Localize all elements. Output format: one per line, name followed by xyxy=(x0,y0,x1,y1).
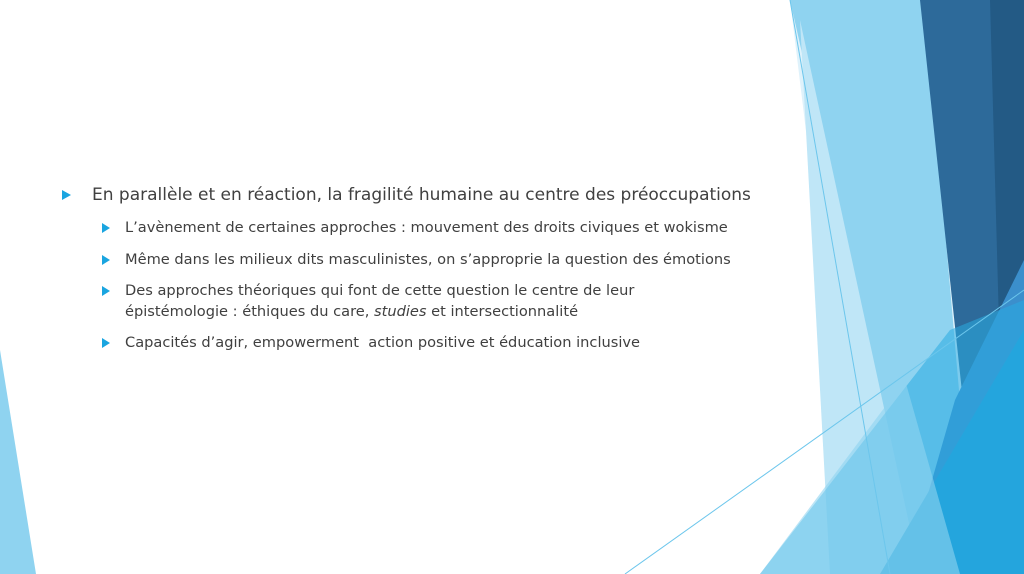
bullet-arrow-icon xyxy=(102,286,110,296)
sub-bullet-line1: Des approches théoriques qui font de cette question le centre de leur xyxy=(125,282,635,299)
sub-bullet-2 xyxy=(102,250,802,271)
sub-bullet-3 xyxy=(102,281,802,322)
bullet-arrow-icon xyxy=(102,255,110,265)
main-bullet-text: En parallèle et en réaction, la fragilité humaine au centre des préoccupations xyxy=(92,185,751,205)
main-bullet xyxy=(62,184,802,206)
sub-bullet-text: Même dans les milieux dits masculinistes, on s’approprie la question des émotions xyxy=(125,250,731,268)
sub-bullet-line2-post: et intersectionnalité xyxy=(426,302,579,320)
sub-bullet-text: Capacités d’agir, empowerment action positive et éducation inclusive xyxy=(125,334,641,351)
bullet-arrow-icon xyxy=(102,338,110,348)
sub-bullet-4 xyxy=(102,333,802,354)
sub-bullet-text: L’avènement de certaines approches : mouvement des droits civiques et wokisme xyxy=(125,219,728,236)
sub-bullet-1 xyxy=(102,218,802,239)
bullet-arrow-icon xyxy=(102,223,110,233)
sub-bullet-line2-italic: studies xyxy=(374,302,427,320)
left-facet xyxy=(0,350,36,574)
slide-content xyxy=(62,184,802,365)
sub-bullet-line2-pre: épistémologie : éthiques du care, xyxy=(125,302,375,320)
bullet-arrow-icon xyxy=(62,190,71,200)
